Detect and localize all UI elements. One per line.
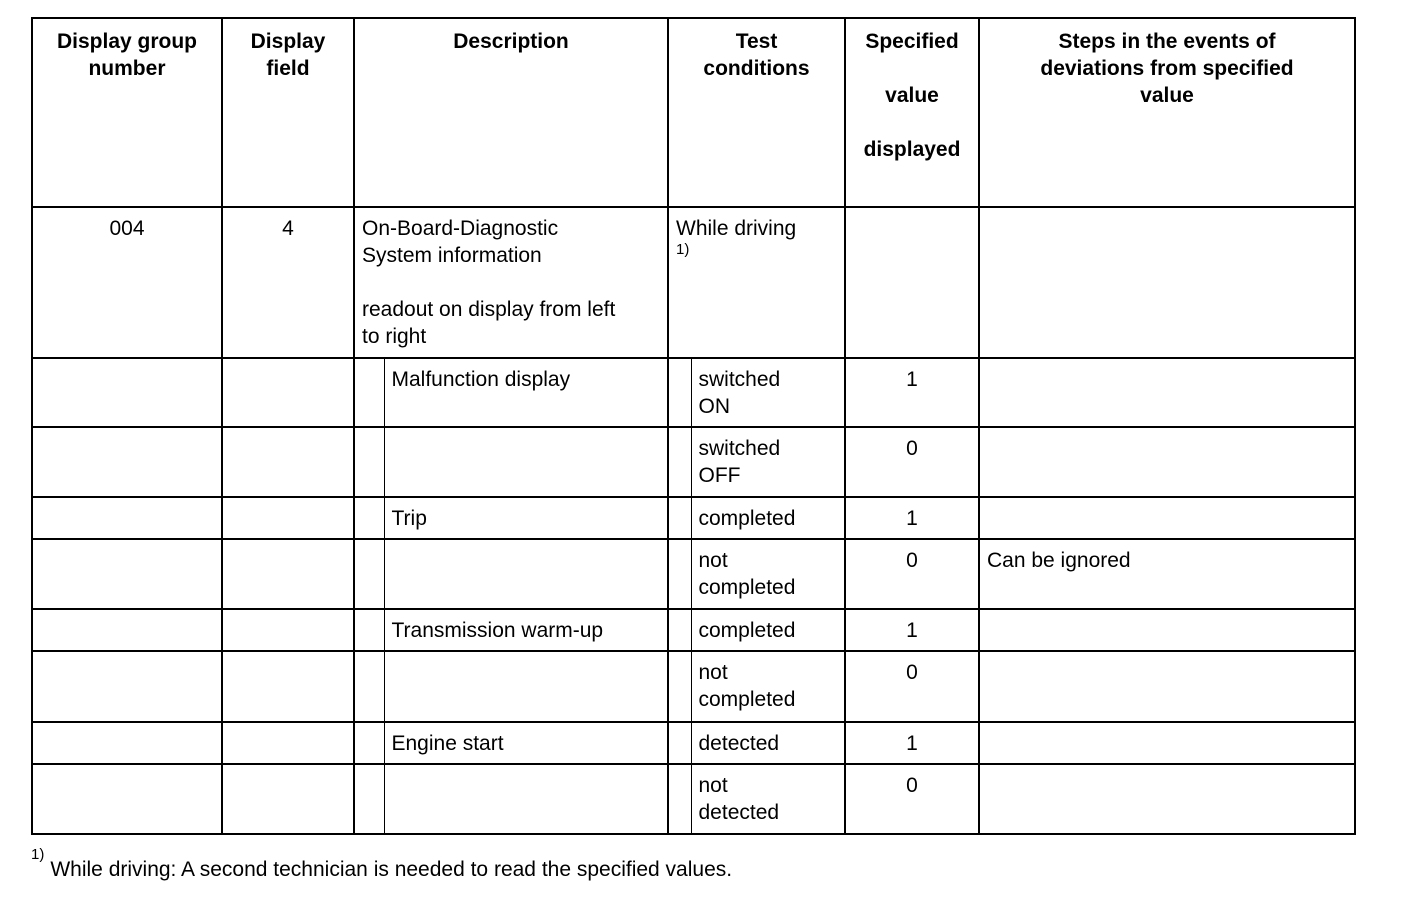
- footnote-marker: 1): [31, 846, 45, 863]
- steps-cell: [979, 764, 1355, 834]
- table-row: [32, 497, 1355, 539]
- footnote: [31, 846, 733, 885]
- steps-cell: [979, 651, 1355, 722]
- value-cell: 0: [845, 427, 979, 497]
- header-steps: Steps in the events of deviations from specified value: [979, 18, 1355, 207]
- condition-cell: switched OFF: [691, 427, 845, 497]
- value-cell: 1: [845, 497, 979, 539]
- steps-cell: [979, 722, 1355, 764]
- item-cell: [384, 539, 668, 609]
- value-cell: [845, 207, 979, 358]
- value-cell: 1: [845, 358, 979, 427]
- measured-values-table: [31, 17, 1356, 835]
- header-specified-value: Specified value displayed: [845, 18, 979, 207]
- condition-cell: not detected: [691, 764, 845, 834]
- value-cell: 1: [845, 722, 979, 764]
- table-row: [32, 651, 1355, 722]
- item-cell: Malfunction display: [384, 358, 668, 427]
- condition-cell: completed: [691, 609, 845, 651]
- group-number-cell: 004: [32, 207, 222, 358]
- header-description: Description: [354, 18, 668, 207]
- table-row: [32, 358, 1355, 427]
- condition-cell: not completed: [691, 539, 845, 609]
- footnote-reference: 1): [676, 241, 690, 258]
- condition-cell: While driving 1): [668, 207, 845, 358]
- header-test-conditions: Test conditions: [668, 18, 845, 207]
- value-cell: 0: [845, 539, 979, 609]
- field-cell: 4: [222, 207, 354, 358]
- header-display-field: Display field: [222, 18, 354, 207]
- steps-cell: Can be ignored: [979, 539, 1355, 609]
- description-cell: On-Board-Diagnostic System information readout on display from left to right: [354, 207, 668, 358]
- steps-cell: [979, 358, 1355, 427]
- steps-cell: [979, 609, 1355, 651]
- value-cell: 0: [845, 764, 979, 834]
- table-row: [32, 539, 1355, 609]
- table-row: [32, 722, 1355, 764]
- condition-cell: not completed: [691, 651, 845, 722]
- header-row: [32, 18, 1355, 207]
- item-cell: [384, 764, 668, 834]
- value-cell: 1: [845, 609, 979, 651]
- steps-cell: [979, 207, 1355, 358]
- item-cell: Transmission warm-up: [384, 609, 668, 651]
- footnote-text: While driving: A second technician is needed to read the specified values.: [50, 858, 733, 881]
- table-row: [32, 764, 1355, 834]
- table-row: [32, 427, 1355, 497]
- table-row: [32, 609, 1355, 651]
- item-cell: Engine start: [384, 722, 668, 764]
- header-display-group: Display group number: [32, 18, 222, 207]
- value-cell: 0: [845, 651, 979, 722]
- table-row-main: [32, 207, 1355, 358]
- condition-cell: detected: [691, 722, 845, 764]
- condition-cell: completed: [691, 497, 845, 539]
- item-cell: [384, 427, 668, 497]
- item-cell: [384, 651, 668, 722]
- item-cell: Trip: [384, 497, 668, 539]
- steps-cell: [979, 427, 1355, 497]
- condition-cell: switched ON: [691, 358, 845, 427]
- steps-cell: [979, 497, 1355, 539]
